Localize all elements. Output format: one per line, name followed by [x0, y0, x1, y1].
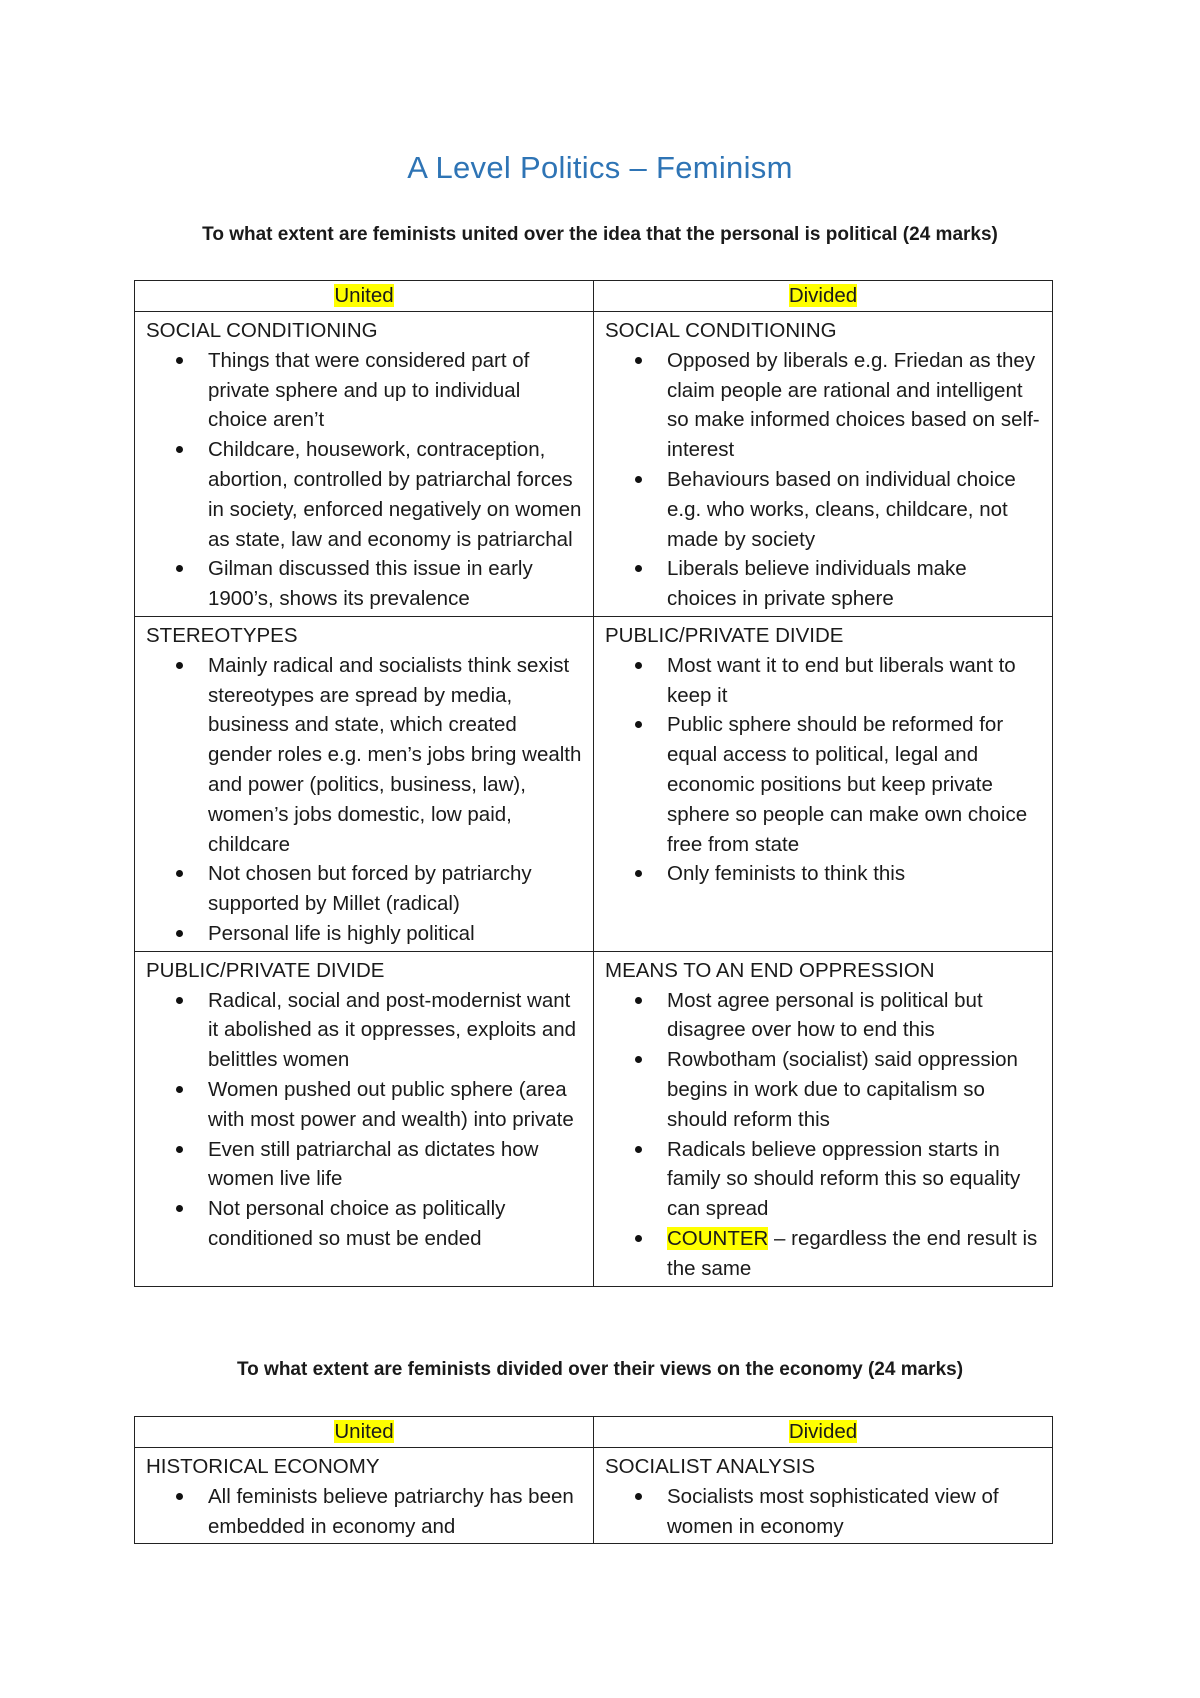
list-item: Behaviours based on individual choice e.g. who works, cleans, childcare, not made by society	[667, 465, 1041, 554]
divided-cell	[594, 951, 1053, 1286]
table-row	[135, 951, 1053, 1286]
bullet-list	[605, 651, 1041, 889]
header-divided: Divided	[594, 1417, 1053, 1448]
list-item: Most agree personal is political but disagree over how to end this	[667, 986, 1041, 1046]
list-item: Mainly radical and socialists think sexist stereotypes are spread by media, business and state, which created gender roles e.g. men’s jobs bring wealth and power (politics, business, law), women’s jobs domestic, low paid, childcare	[208, 651, 582, 860]
table-header-row	[135, 1417, 1053, 1448]
list-item: Radical, social and post-modernist want it abolished as it oppresses, exploits and belittles women	[208, 986, 582, 1075]
divided-cell	[594, 1448, 1053, 1544]
list-item: Socialists most sophisticated view of women in economy	[667, 1482, 1041, 1542]
divided-cell	[594, 616, 1053, 951]
united-divided-table-2	[134, 1416, 1053, 1544]
header-united: United	[135, 281, 594, 312]
bullet-list	[146, 346, 582, 614]
section-heading: PUBLIC/PRIVATE DIVIDE	[605, 623, 844, 647]
header-united: United	[135, 1417, 594, 1448]
united-cell	[135, 312, 594, 617]
section-heading: SOCIAL CONDITIONING	[605, 319, 837, 342]
section-heading: PUBLIC/PRIVATE DIVIDE	[146, 958, 385, 982]
section-heading: STEREOTYPES	[146, 623, 298, 647]
list-item: Radicals believe oppression starts in family so should reform this so equality can spread	[667, 1135, 1041, 1224]
list-item: Personal life is highly political	[208, 919, 582, 949]
table-row	[135, 312, 1053, 617]
list-item: All feminists believe patriarchy has been embedded in economy and	[208, 1482, 582, 1542]
bullet-list	[146, 651, 582, 949]
table-row	[135, 1448, 1053, 1544]
united-cell	[135, 1448, 594, 1544]
list-item: Childcare, housework, contraception, abortion, controlled by patriarchal forces in society, enforced negatively on women as state, law and economy is patriarchal	[208, 435, 582, 554]
list-item: Most want it to end but liberals want to keep it	[667, 651, 1041, 711]
list-item: Gilman discussed this issue in early 1900’s, shows its prevalence	[208, 554, 582, 614]
list-item: Women pushed out public sphere (area with most power and wealth) into private	[208, 1075, 582, 1135]
united-cell	[135, 951, 594, 1286]
divided-cell	[594, 312, 1053, 617]
united-divided-table-1	[134, 280, 1053, 1287]
list-item: Public sphere should be reformed for equal access to political, legal and economic positions but keep private sphere so people can make own choice free from state	[667, 710, 1041, 859]
united-cell	[135, 616, 594, 951]
list-item: Things that were considered part of private sphere and up to individual choice aren’t	[208, 346, 582, 435]
list-item: Only feminists to think this	[667, 859, 1041, 889]
bullet-list	[605, 346, 1041, 614]
list-item: Liberals believe individuals make choices in private sphere	[667, 554, 1041, 614]
list-item-counter	[667, 1224, 1041, 1284]
bullet-list	[146, 986, 582, 1254]
counter-label: COUNTER	[667, 1226, 769, 1250]
header-divided: Divided	[594, 281, 1053, 312]
list-item: Not chosen but forced by patriarchy supported by Millet (radical)	[208, 859, 582, 919]
section-heading: MEANS TO AN END OPPRESSION	[605, 958, 935, 982]
table-header-row	[135, 281, 1053, 312]
counter-text: – regardless the end result is the same	[667, 1226, 1038, 1280]
list-item: Rowbotham (socialist) said oppression begins in work due to capitalism so should reform this	[667, 1045, 1041, 1134]
list-item: Even still patriarchal as dictates how women live life	[208, 1135, 582, 1195]
question-1: To what extent are feminists united over the idea that the personal is political (24 marks)	[202, 224, 998, 245]
list-item: Not personal choice as politically conditioned so must be ended	[208, 1194, 582, 1254]
table-row	[135, 616, 1053, 951]
question-2: To what extent are feminists divided over their views on the economy (24 marks)	[236, 1359, 964, 1380]
section-heading: SOCIAL CONDITIONING	[146, 319, 378, 342]
bullet-list	[605, 986, 1041, 1284]
list-item: Opposed by liberals e.g. Friedan as they claim people are rational and intelligent so make informed choices based on self-interest	[667, 346, 1041, 465]
page-title: A Level Politics – Feminism	[407, 150, 793, 185]
bullet-list	[605, 1482, 1041, 1542]
section-heading: SOCIALIST ANALYSIS	[605, 1455, 816, 1478]
bullet-list	[146, 1482, 582, 1542]
section-heading: HISTORICAL ECONOMY	[146, 1455, 380, 1478]
